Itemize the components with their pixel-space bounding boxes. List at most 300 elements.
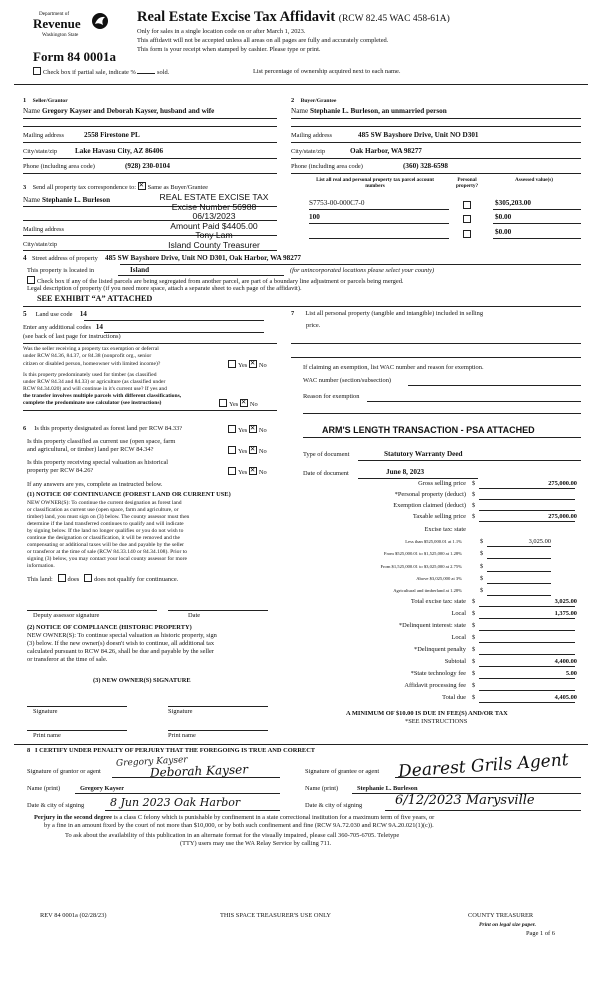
alt-format-line-1: To ask about the availability of this publication in an alternate format for the visually impaired, please call 360-705-6705. Teletype <box>65 832 400 839</box>
notice1-line-7: compensating or additional taxes will be due and payable by the seller <box>27 542 185 548</box>
arms-length-banner: ARM'S LENGTH TRANSACTION - PSA ATTACHED <box>322 425 535 435</box>
same-as-buyer-label: Same as Buyer/Grantee <box>147 184 209 191</box>
owner-print-line-1 <box>27 730 127 731</box>
stamp-line-2: Excise Number 56988 <box>171 201 257 212</box>
corr-name-row <box>23 196 110 205</box>
header-note-1: Only for sales in a single location code on or after March 1, 2023. <box>137 28 306 35</box>
forest-q2-line-2: and agricultural, or timber) land per RCW 84.34? <box>27 446 154 453</box>
tax-b2-currency: $ <box>480 550 484 557</box>
personal-heading-no: 7 <box>291 310 295 317</box>
buyer-phone-label: Phone (including area code) <box>291 163 363 170</box>
buyer-name-line <box>291 118 581 119</box>
tax-local-currency: $ <box>472 610 476 617</box>
forest-q2-no-checkbox[interactable] <box>249 446 257 454</box>
tax-personal-label: *Personal property (deduct) <box>394 491 466 498</box>
forest-q1-no-checkbox[interactable] <box>249 425 257 433</box>
washington-seal-icon <box>91 12 109 30</box>
grantee-name-value[interactable]: Stephanie L. Burleson <box>357 785 418 792</box>
seller-heading-no: 1 <box>23 97 27 104</box>
tax-subtotal-line <box>479 666 575 667</box>
buyer-city-label: City/state/zip <box>291 148 326 155</box>
partial-percent-field[interactable] <box>137 73 155 74</box>
doc-date-line <box>358 478 478 479</box>
ownership-note: List percentage of ownership acquired next to each name. <box>253 68 401 75</box>
does-not-checkbox[interactable] <box>84 574 92 582</box>
notice1-line-1: NEW OWNER(S): To continue the current designation as forest land <box>27 500 182 506</box>
exhibit-text: SEE EXHIBIT “A” ATTACHED <box>37 294 153 303</box>
grantor-date-label: Date & city of signing <box>27 802 85 809</box>
reason-line <box>367 401 581 402</box>
seller-name-row <box>23 107 214 116</box>
owner-print-label-1: Print name <box>33 732 61 739</box>
stamp-line-6: Island County Treasurer <box>168 239 260 250</box>
same-as-buyer-checkbox[interactable] <box>138 182 146 190</box>
personal-col-header: Personal property? <box>455 177 479 189</box>
forest-q3-no-checkbox[interactable] <box>249 467 257 475</box>
corr-mail-label: Mailing address <box>23 226 64 233</box>
tax-total_state-line <box>479 606 575 607</box>
q2-line-3: RCW 84.34.020) and will continue in it's current use? If yes and <box>23 386 167 392</box>
grantor-name-label: Name (print) <box>27 785 61 792</box>
street-address-line <box>120 264 581 265</box>
parcel-col-header: List all real and personal property tax parcel account numbers <box>316 177 434 189</box>
legal-line <box>23 306 581 307</box>
notice1-line-9: signing (3) below, you may contact your local county assessor for more <box>27 556 187 562</box>
tax-total-line <box>479 702 575 703</box>
reason-label: Reason for exemption <box>303 393 360 400</box>
buyer-heading-text: Buyer/Grantee <box>300 98 337 104</box>
tax-b4-label: Above $3,025,000 at 3% <box>416 576 462 581</box>
header-divider <box>14 84 588 85</box>
owner-sig-line-2 <box>168 706 268 707</box>
tax-taxable-line <box>479 521 575 522</box>
perjury-line-2: by a fine in an amount fixed by the court of not more than $10,000, or by both such confinement and fine (RCW 9A.72.030 and RCW 9A.20.021(1)(c)). <box>44 822 434 829</box>
q2-line-1: Is this property predominately used for timber (as classified <box>23 372 157 378</box>
forest-q1-yes-label: Yes <box>238 427 248 434</box>
tax-processing-label: Affidavit processing fee <box>404 682 466 689</box>
tax-exemption-currency: $ <box>472 502 476 509</box>
add-codes-line <box>104 332 264 333</box>
q2-no-checkbox[interactable] <box>240 399 248 407</box>
grantee-date-label: Date & city of signing <box>305 802 363 809</box>
tax-del_pen-label: *Delinquent penalty <box>414 646 466 653</box>
forest-q3-line-1: Is this property receiving special valuation as historical <box>27 459 169 466</box>
add-codes-row <box>23 324 103 332</box>
legal-desc-label: Legal description of property (if you need more space, attach a separate sheet to each page of the affidavit). <box>27 285 302 292</box>
landuse-divider <box>23 343 277 344</box>
notice2-line-1: NEW OWNER(S): To continue special valuation as historic property, sign <box>27 632 217 639</box>
assessed-line-3 <box>493 238 581 239</box>
certify-heading-text: I CERTIFY UNDER PENALTY OF PERJURY THAT THE FOREGOING IS TRUE AND CORRECT <box>35 747 316 754</box>
forest-q2-no-label: No <box>258 448 267 455</box>
doc-type-label: Type of document <box>303 451 350 458</box>
form-title-ref: (RCW 82.45 WAC 458-61A) <box>338 14 450 24</box>
parcel-number[interactable]: 100 <box>309 213 320 221</box>
does-checkbox[interactable] <box>58 574 66 582</box>
parcel-line-1 <box>309 209 449 210</box>
parcel-line-2 <box>309 223 449 224</box>
reason-line-2 <box>303 413 581 414</box>
tax-personal-line <box>479 499 575 500</box>
stamp-line-1: REAL ESTATE EXCISE TAX <box>159 192 269 202</box>
q2-yes-label: Yes <box>229 401 239 408</box>
seller-mail-label: Mailing address <box>23 132 64 139</box>
corr-city-label: City/state/zip <box>23 241 58 248</box>
tax-local2-line <box>479 642 575 643</box>
seller-name-label: Name <box>23 107 41 115</box>
seller-heading <box>23 97 68 106</box>
tax-total-value[interactable]: 4,405.00 <box>554 694 577 701</box>
tax-total_state-currency: $ <box>472 598 476 605</box>
tax-del_int-line <box>479 630 575 631</box>
seller-phone-label: Phone (including area code) <box>23 163 95 170</box>
logo-revenue-text: Revenue <box>33 16 81 31</box>
doc-type-line <box>358 460 581 461</box>
exemption-note: If claiming an exemption, list WAC number and reason for exemption. <box>303 364 484 371</box>
wac-label: WAC number (section/subsection) <box>303 377 392 384</box>
doc-type-value[interactable]: Statutory Warranty Deed <box>384 450 463 458</box>
see-back-note: (see back of last page for instructions) <box>23 333 121 340</box>
buyer-heading <box>291 97 336 106</box>
boundary-label: Check box if any of the listed parcels are being segregated from another parcel, are part of a boundary line adjustment or parcels being merged. <box>37 278 404 285</box>
forest-q3-no-label: No <box>258 469 267 476</box>
tax-excise-label: Excise tax: state <box>424 526 466 533</box>
landuse-row <box>23 310 87 320</box>
q2-line-4: the transfer involves multiple parcels with different classifications, <box>23 393 182 399</box>
owner-print-line-2 <box>168 730 268 731</box>
grantee-signature[interactable]: Dearest Grils Agent <box>397 750 570 782</box>
tax-exemption-label: Exemption claimed (deduct) <box>393 502 466 509</box>
section8-divider <box>14 744 588 745</box>
landuse-code-value[interactable]: 14 <box>79 310 87 318</box>
personal-line-1 <box>291 343 581 344</box>
header-note-3: This form is your receipt when stamped by cashier. Please type or print. <box>137 46 321 53</box>
tax-b5-currency: $ <box>480 587 484 594</box>
tax-personal-currency: $ <box>472 491 476 498</box>
logo-dept-text: Department of <box>39 11 70 17</box>
tax-tech-label: *State technology fee <box>410 670 466 677</box>
notice1-line-6: continue the designation or classification, it will be removed and the <box>27 535 181 541</box>
forest-q2-yes-no <box>228 446 267 456</box>
doc-date-value[interactable]: June 8, 2023 <box>386 468 425 476</box>
buyer-mail-line <box>291 142 581 143</box>
grantee-sig-label: Signature of grantee or agent <box>305 768 380 775</box>
q1-no-label: No <box>258 362 267 369</box>
street-address-row <box>23 254 301 264</box>
q1-no-checkbox[interactable] <box>249 360 257 368</box>
tax-total_state-value[interactable]: 3,025.00 <box>554 598 577 605</box>
stamp-line-5: Tony Lam <box>195 230 233 241</box>
uninc-note: (for unincorporated locations please select your county) <box>290 267 435 274</box>
q2-line-5: complete the predominate use calculator (see instructions) <box>23 400 162 406</box>
tax-local2-currency: $ <box>472 634 476 641</box>
dor-logo <box>33 11 109 49</box>
notice1-line-5: by signing below. If the land no longer qualifies or you do not wish to <box>27 528 184 534</box>
forest-q2-line-1: Is this property classified as current use (open space, farm <box>27 438 176 445</box>
notice2-line-2: (3) below. If the new owner(s) doesn't wish to continue, all additional tax <box>27 640 215 647</box>
owner-print-label-2: Print name <box>168 732 196 739</box>
tax-exemption-line <box>479 510 575 511</box>
owner-sig-line-1 <box>27 706 127 707</box>
partial-sold-label: sold. <box>157 69 170 76</box>
tax-b2-line <box>487 558 551 559</box>
seller-phone-value[interactable]: (928) 230-0104 <box>125 162 170 170</box>
form-title-text: Real Estate Excise Tax Affidavit <box>137 9 336 25</box>
personal-property-row <box>291 310 483 318</box>
assessed-line-2 <box>493 223 581 224</box>
form-number: Form 84 0001a <box>33 49 117 64</box>
alt-format-line-2: (TTY) users may use the WA Relay Service by calling 711. <box>180 840 332 847</box>
page-number: Page 1 of 6 <box>526 930 555 937</box>
tax-b3-currency: $ <box>480 563 484 570</box>
seller-mail-value[interactable]: 2558 Firestone PL <box>84 131 140 139</box>
correspondence-heading-text: Send all property tax correspondence to: <box>32 184 137 191</box>
grantee-date-value[interactable]: 6/12/2023 Marysville <box>395 793 535 808</box>
tax-del_pen-currency: $ <box>472 646 476 653</box>
tax-local-line <box>479 618 575 619</box>
forest-heading-no: 6 <box>23 425 27 432</box>
tax-local-label: Local <box>451 610 466 617</box>
legal-size-note: Print on legal size paper. <box>479 922 537 928</box>
forest-q3-line-2: property per RCW 84.26? <box>27 467 94 474</box>
tax-b1-currency: $ <box>480 538 484 545</box>
forest-q1-yes-no <box>228 425 267 435</box>
assessed-value[interactable]: $305,203.00 <box>495 199 531 207</box>
tax-b1-value[interactable]: 3,025.00 <box>528 538 551 545</box>
stamp-line-4: Amount Paid $4405.00 <box>170 220 258 231</box>
tax-subtotal-currency: $ <box>472 658 476 665</box>
tax-gross-value[interactable]: 275,000.00 <box>548 480 577 487</box>
personal-property-checkbox[interactable] <box>463 230 471 238</box>
landuse-label: Land use code <box>35 311 73 318</box>
grantor-signature-1[interactable]: Gregory Kayser <box>115 755 188 769</box>
personal-text-1: List all personal property (tangible and intangible) included in selling <box>305 310 484 317</box>
notice1-line-4: determine if the land transferred continues to qualify and will indicate <box>27 521 184 527</box>
certify-heading-no: 8 <box>27 747 31 754</box>
street-address-label: Street address of property <box>31 255 98 262</box>
tax-del_int-label: *Delinquent interest: state <box>398 622 466 629</box>
q2-no-label: No <box>249 401 258 408</box>
tax-total-currency: $ <box>472 694 476 701</box>
assessed-value[interactable]: $0.00 <box>495 213 512 221</box>
tax-subtotal-value[interactable]: 4,400.00 <box>554 658 577 665</box>
seller-name-line <box>23 118 277 119</box>
tax-del_pen-line <box>479 654 575 655</box>
notice2-line-3: calculated pursuant to RCW 84.26, shall be due and payable by the seller <box>27 648 214 655</box>
grantee-date-line <box>385 810 581 811</box>
add-codes-value[interactable]: 14 <box>95 323 103 331</box>
forest-q1-text: Is this property designated as forest land per RCW 84.33? <box>34 425 183 432</box>
forest-q1-yes-checkbox[interactable] <box>228 425 236 433</box>
tax-gross-label: Gross selling price <box>418 480 466 487</box>
logo-state-text: Washington State <box>42 32 79 38</box>
notice1-line-8: or transferor at the time of sale (RCW 84.33.140 or 84.34.108). Prior to <box>27 549 188 555</box>
deputy-date-line <box>168 610 268 611</box>
q1-line-3: citizen or disabled person, homeowner with limited income)? <box>23 361 161 367</box>
personal-property-checkbox[interactable] <box>463 201 471 209</box>
perjury-bold: Perjury in the second degree <box>34 814 112 821</box>
tax-processing-currency: $ <box>472 682 476 689</box>
tax-taxable-value[interactable]: 275,000.00 <box>548 513 577 520</box>
buyer-phone-line <box>291 173 581 174</box>
buyer-heading-no: 2 <box>291 97 295 104</box>
buyer-mail-value[interactable]: 485 SW Bayshore Drive, Unit NO D301 <box>358 131 479 139</box>
q1-line-2: under RCW 84.36, 84.37, or 84.38 (nonprofit org., senior <box>23 353 152 359</box>
does-label: does <box>67 576 80 583</box>
tax-b2-label: From $525,000.01 to $1,525,000 at 1.28% <box>383 551 462 556</box>
section5-bottom-line <box>23 410 277 411</box>
grantor-sig-label: Signature of grantor or agent <box>27 768 101 775</box>
rev-number: REV 84 0001a (02/28/23) <box>40 912 107 919</box>
assessed-col-header: Assessed value(s) <box>515 177 553 183</box>
q2-yes-checkbox[interactable] <box>219 399 227 407</box>
personal-line-2 <box>291 357 581 358</box>
buyer-name-label: Name <box>291 107 309 115</box>
see-instructions-note: *SEE INSTRUCTIONS <box>405 718 468 725</box>
grantor-date-line <box>105 810 280 811</box>
notice1-line-2: or classification as current use (open space, farm and agriculture, or <box>27 507 179 513</box>
tax-b5-line <box>487 595 551 596</box>
does-not-label: does not qualify for continuance. <box>94 576 179 583</box>
forest-q3-yes-label: Yes <box>238 469 248 476</box>
tax-b3-line <box>487 571 551 572</box>
deputy-sig-label: Deputy assessor signature <box>33 612 100 619</box>
grantor-name-line <box>75 793 280 794</box>
header-note-2: This affidavit will not be accepted unless all areas on all pages are fully and accurately completed. <box>137 37 389 44</box>
landuse-line <box>84 320 264 321</box>
tax-tech-line <box>479 678 575 679</box>
certify-heading <box>27 747 315 755</box>
q2-line-2: under RCW 84.34 and 84.33) or agriculture (as classified under <box>23 379 166 385</box>
buyer-city-value[interactable]: Oak Harbor, WA 98277 <box>350 147 422 155</box>
forest-q1-no-label: No <box>258 427 267 434</box>
county-treasurer: COUNTY TREASURER <box>468 912 534 919</box>
seller-name-value[interactable]: Gregory Kayser and Deborah Kayser, husband and wife <box>41 107 215 115</box>
partial-sale-label: Check box if partial sale, indicate % <box>43 69 136 76</box>
tax-taxable-label: Taxable selling price <box>412 513 466 520</box>
personal-property-checkbox[interactable] <box>463 215 471 223</box>
q1-yes-checkbox[interactable] <box>228 360 236 368</box>
perjury-text: is a class C felony which is punishable by confinement in a state correctional institution for a maximum term of five years, or <box>111 814 435 821</box>
if-yes-note: If any answers are yes, complete as instructed below. <box>27 481 163 488</box>
add-codes-label: Enter any additional codes <box>23 324 91 331</box>
notice1-line-3: timber) land, you must sign on (3) below. The county assessor must then <box>27 514 190 520</box>
q1-yes-no <box>228 360 267 370</box>
parcel-line-3 <box>309 238 449 239</box>
this-land-label: This land: <box>27 576 53 583</box>
treasurer-space: THIS SPACE TREASURER'S USE ONLY <box>220 912 331 919</box>
located-label: This property is located in <box>27 267 95 274</box>
parcel-number[interactable]: S7753-00-000C7-0 <box>309 199 365 207</box>
notice2-title: (2) NOTICE OF COMPLIANCE (HISTORIC PROPERTY) <box>27 624 192 631</box>
grantor-sig-line <box>112 777 280 778</box>
partial-sale <box>33 67 169 77</box>
tax-del_int-currency: $ <box>472 622 476 629</box>
tax-local-value[interactable]: 1,375.00 <box>554 610 577 617</box>
address-heading-no: 4 <box>23 254 27 262</box>
street-address-value[interactable]: 485 SW Bayshore Drive, Unit NO D301, Oak Harbor, WA 98277 <box>105 254 302 262</box>
tax-local2-label: Local <box>451 634 466 641</box>
landuse-heading-no: 5 <box>23 310 27 318</box>
seller-mail-line <box>23 142 277 143</box>
tax-b1-line <box>487 546 551 547</box>
tax-total_state-label: Total excise tax: state <box>410 598 466 605</box>
forest-q2-yes-label: Yes <box>238 448 248 455</box>
parcel-row <box>309 199 581 208</box>
tax-b4-line <box>487 583 551 584</box>
forest-q3-yes-checkbox[interactable] <box>228 467 236 475</box>
notice1-title: (1) NOTICE OF CONTINUANCE (FOREST LAND OR CURRENT USE) <box>27 491 231 498</box>
treasurer-stamp <box>153 193 275 251</box>
wac-line <box>408 385 581 386</box>
tax-tech-currency: $ <box>472 670 476 677</box>
grantor-name-value[interactable]: Gregory Kayser <box>80 785 125 792</box>
this-land-row <box>27 574 178 584</box>
tax-subtotal-label: Subtotal <box>444 658 466 665</box>
buyer-mail-label: Mailing address <box>291 132 332 139</box>
tax-tech-value[interactable]: 5.00 <box>565 670 577 677</box>
arms-line <box>303 437 581 438</box>
q1-yes-label: Yes <box>238 362 248 369</box>
forest-q3-yes-no <box>228 467 267 477</box>
partial-sale-checkbox[interactable] <box>33 67 41 75</box>
deputy-date-label: Date <box>188 612 201 619</box>
notice1-line-10: information. <box>27 563 55 569</box>
tax-taxable-currency: $ <box>472 513 476 520</box>
grantor-signature-2[interactable]: Deborah Kayser <box>149 762 249 780</box>
grantee-name-label: Name (print) <box>305 785 339 792</box>
buyer-city-line <box>291 158 581 159</box>
buyer-phone-value[interactable]: (360) 328-6598 <box>403 162 448 170</box>
assessed-value[interactable]: $0.00 <box>495 228 512 236</box>
stamp-line-3: 06/13/2023 <box>192 211 236 222</box>
perjury-line-1 <box>34 814 434 822</box>
tax-b5-label: Agricultural and timberland at 1.28% <box>393 588 462 593</box>
seller-extra-line <box>23 126 277 127</box>
seller-heading-text: Seller/Grantor <box>32 98 68 104</box>
buyer-extra-line <box>291 126 581 127</box>
boundary-checkbox[interactable] <box>27 276 35 284</box>
corr-name-value[interactable]: Stephanie L. Burleson <box>41 196 111 204</box>
correspondence-heading <box>23 182 208 192</box>
form-title <box>137 9 450 28</box>
doc-date-label: Date of document <box>303 470 349 477</box>
deputy-sig-line <box>27 610 157 611</box>
forest-q2-yes-checkbox[interactable] <box>228 446 236 454</box>
tax-b1-label: Less than $525,000.01 at 1.1% <box>405 539 462 544</box>
buyer-name-row <box>291 107 447 116</box>
tax-b3-label: From $1,525,000.01 to $3,025,000 at 2.75% <box>380 564 462 569</box>
seller-city-line <box>23 158 277 159</box>
seller-city-value[interactable]: Lake Havasu City, AZ 86406 <box>75 147 164 155</box>
personal-text-2: price. <box>306 322 321 329</box>
grantor-date-value[interactable]: 8 Jun 2023 Oak Harbor <box>110 796 241 809</box>
correspondence-heading-no: 3 <box>23 184 27 191</box>
seller-city-label: City/state/zip <box>23 148 58 155</box>
minimum-fee-note: A MINIMUM OF $10.00 IS DUE IN FEE(S) AND/OR TAX <box>346 710 508 717</box>
seller-phone-line <box>23 173 277 174</box>
tax-b4-currency: $ <box>480 575 484 582</box>
q1-line-1: Was the seller receiving a property tax exemption or deferral <box>23 346 159 352</box>
tax-gross-line <box>479 488 575 489</box>
buyer-name-value[interactable]: Stephanie L. Burleson, an unmarried person <box>309 107 447 115</box>
located-value[interactable]: Island <box>130 266 150 274</box>
notice2-line-4: or transferor at the time of sale. <box>27 656 108 663</box>
owner-sig-label-2: Signature <box>168 708 193 715</box>
q2-yes-no <box>219 399 258 409</box>
grantee-sig-line <box>395 777 581 778</box>
assessed-line-1 <box>493 209 581 210</box>
